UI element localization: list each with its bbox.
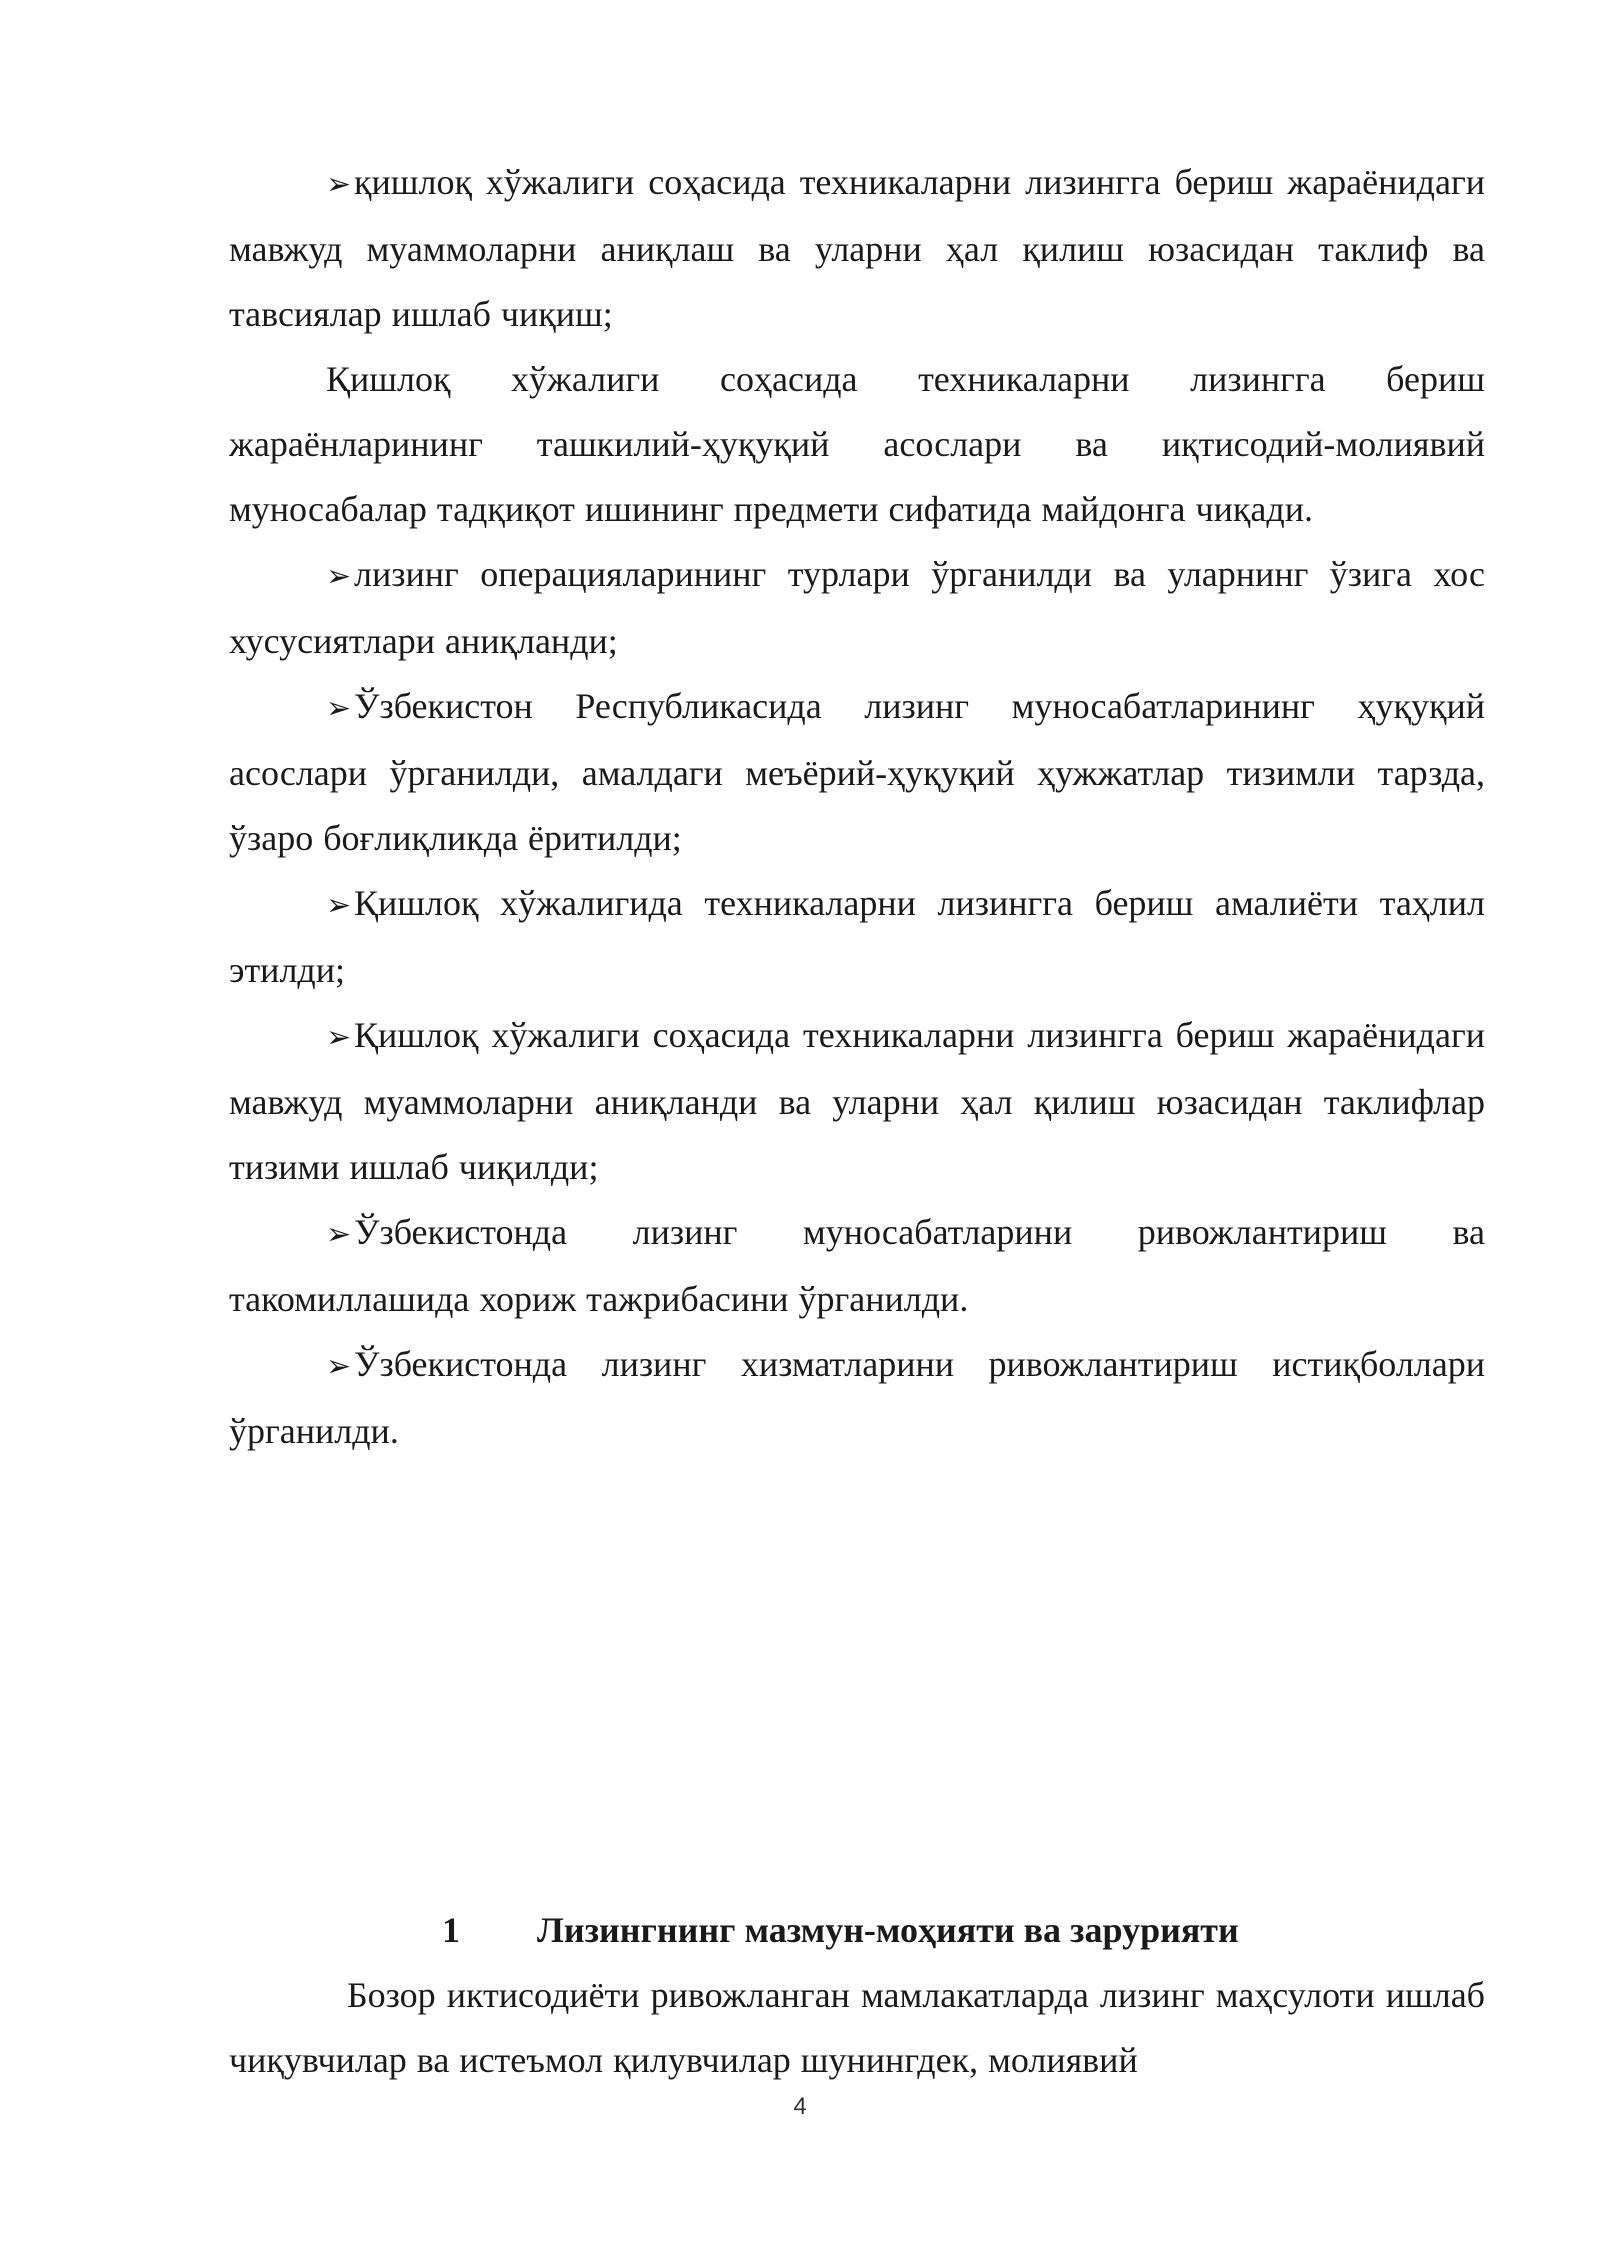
section-body [229,1963,1485,2093]
section-number: 1 [442,1910,460,1950]
bullet-paragraph [229,1332,1485,1464]
paragraph-text: Ўзбекистонда лизинг хизматларини ривожлантириш истиқболлари ўрганилди. [229,1344,1485,1451]
page-number: 4 [793,2093,807,2120]
document-body [229,150,1485,1464]
arrow-bullet-icon: ➢ [326,1020,352,1055]
paragraph-text: Ўзбекистон Республикасида лизинг муносабатларининг ҳуқуқий асослари ўрганилди, амалдаги меъёрий-ҳуқуқий ҳужжатлар тизимли тарзда, ўзаро боғлиқликда ёритилди; [229,686,1485,858]
arrow-bullet-icon: ➢ [326,559,352,594]
arrow-bullet-icon: ➢ [326,1349,352,1384]
bullet-paragraph [229,1200,1485,1332]
arrow-bullet-icon: ➢ [326,691,352,726]
arrow-bullet-icon: ➢ [326,1217,352,1252]
bullet-paragraph [229,150,1485,347]
bullet-paragraph [229,674,1485,871]
section-paragraph: Бозор иктисодиёти ривожланган мамлакатларда лизинг маҳсулоти ишлаб чиқувчилар ва истеъмол қилувчилар шунингдек, молиявий [229,1975,1485,2080]
bullet-paragraph [229,1003,1485,1200]
arrow-bullet-icon: ➢ [326,888,352,923]
bullet-paragraph [229,871,1485,1003]
paragraph-text: Қишлоқ хўжалиги соҳасида техникаларни лизингга бериш жараёнидаги мавжуд муаммоларни аниқланди ва уларни ҳал қилиш юзасидан таклифлар тизими ишлаб чиқилди; [229,1015,1485,1187]
paragraph-text: лизинг операцияларининг турлари ўрганилди ва уларнинг ўзига хос хусусиятлари аниқланди; [229,554,1485,661]
plain-paragraph [229,347,1485,542]
paragraph-text: қишлоқ хўжалиги соҳасида техникаларни лизингга бериш жараёнидаги мавжуд муаммоларни аниқлаш ва уларни ҳал қилиш юзасидан таклиф ва тавсиялар ишлаб чиқиш; [229,162,1485,334]
paragraph-text: Қишлоқ хўжалигида техникаларни лизингга бериш амалиёти таҳлил этилди; [229,883,1485,990]
paragraph-text: Ўзбекистонда лизинг муносабатларини ривожлантириш ва такомиллашида хориж тажрибасини ўрганилди. [229,1212,1485,1319]
section-title: Лизингнинг мазмун-моҳияти ва зарурияти [537,1910,1239,1950]
arrow-bullet-icon: ➢ [326,167,352,202]
paragraph-text: Қишлоқ хўжалиги соҳасида техникаларни лизингга бериш жараёнларининг ташкилий-ҳуқуқий асослари ва иқтисодий-молиявий муносабалар тадқиқот ишининг предмети сифатида майдонга чиқади. [229,359,1485,529]
bullet-paragraph [229,542,1485,674]
